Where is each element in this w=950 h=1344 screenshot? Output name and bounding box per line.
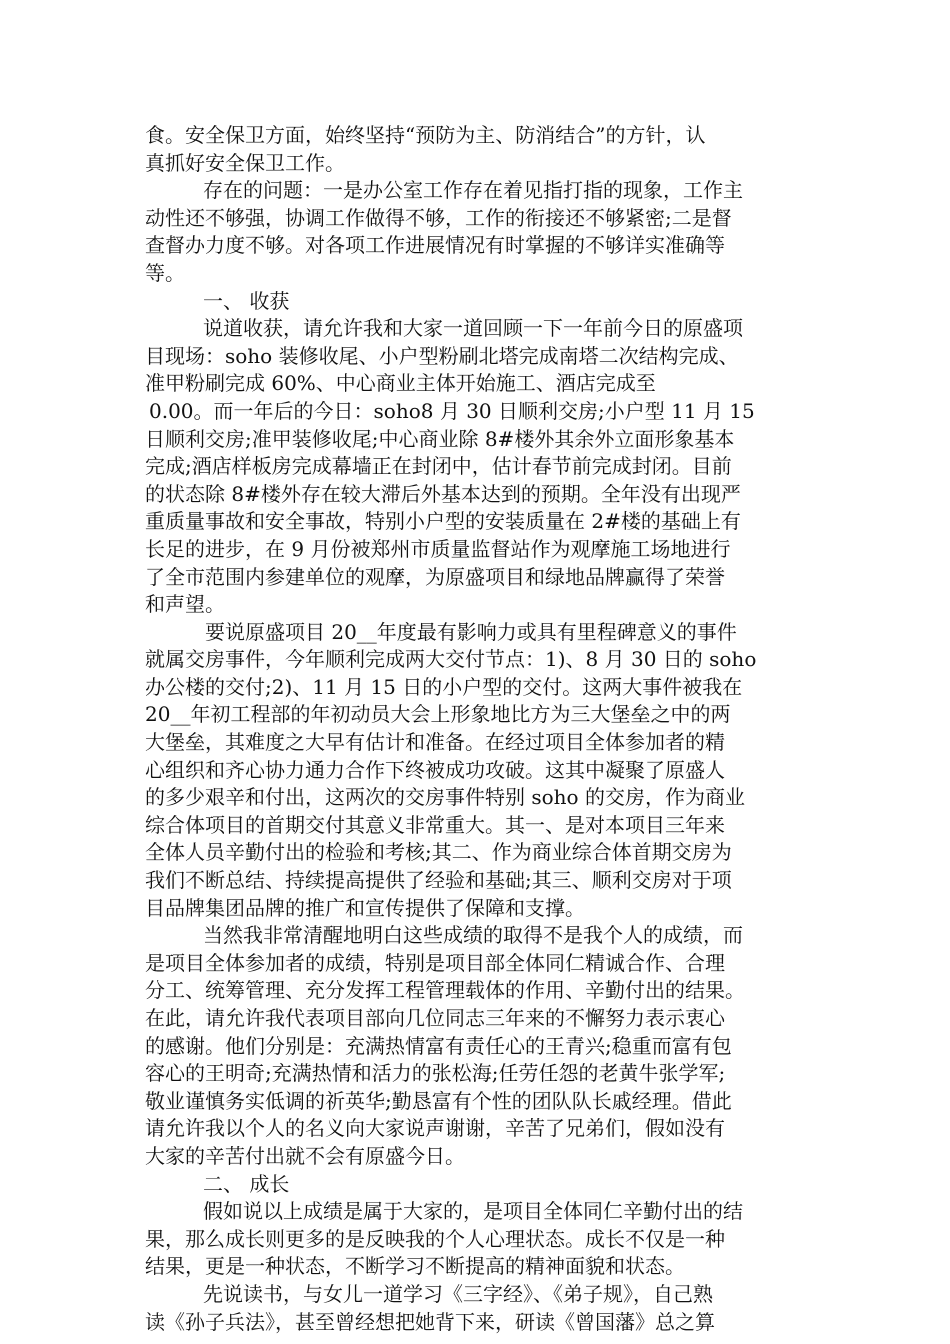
text-line: 准甲粉刷完成 60%、中心商业主体开始施工、酒店完成至	[145, 371, 656, 396]
text-line: 假如说以上成绩是属于大家的，是项目全体同仁辛勤付出的结	[203, 1199, 743, 1224]
text-line: 我们不断总结、持续提高提供了经验和基础;其三、顺利交房对于项	[145, 868, 732, 893]
text-line: 0.00。而一年后的今日：soho8 月 30 日顺利交房;小户型 11 月 15	[149, 398, 755, 423]
text-line: 日顺利交房;准甲装修收尾;中心商业除 8#楼外其余外立面形象基本	[145, 426, 735, 451]
text-line: 和声望。	[145, 592, 225, 617]
section-heading: 一、 收获	[203, 288, 290, 313]
text-line: 结果，更是一种状态，不断学习不断提高的精神面貌和状态。	[145, 1254, 685, 1279]
text-line: 敬业谨慎务实低调的祈英华;勤恳富有个性的团队队长戚经理。借此	[145, 1088, 732, 1113]
text-line: 目现场：soho 装修收尾、小户型粉刷北塔完成南塔二次结构完成、	[145, 343, 739, 368]
text-line: 要说原盛项目 20__年度最有影响力或具有里程碑意义的事件	[205, 619, 737, 644]
text-line: 大家的辛苦付出就不会有原盛今日。	[145, 1143, 465, 1168]
text-line: 完成;酒店样板房完成幕墙正在封闭中，估计春节前完成封闭。目前	[145, 454, 732, 479]
text-line: 动性还不够强，协调工作做得不够，工作的衔接还不够紧密;二是督	[145, 205, 732, 230]
text-line: 的感谢。他们分别是：充满热情富有责任心的王青兴;稳重而富有包	[145, 1033, 732, 1058]
text-line: 重质量事故和安全事故，特别小户型的安装质量在 2#楼的基础上有	[145, 509, 741, 534]
text-line: 分工、统筹管理、充分发挥工程管理载体的作用、辛勤付出的结果。	[145, 978, 745, 1003]
text-line: 等。	[145, 260, 185, 285]
text-line: 容心的王明奇;充满热情和活力的张松海;任劳任怨的老黄牛张学军;	[145, 1061, 726, 1086]
text-line: 查督办力度不够。对各项工作进展情况有时掌握的不够详实准确等	[145, 233, 725, 258]
text-line: 长足的进步，在 9 月份被郑州市质量监督站作为观摩施工场地进行	[145, 536, 731, 561]
text-line: 的状态除 8#楼外存在较大滞后外基本达到的预期。全年没有出现严	[145, 481, 741, 506]
text-line: 办公楼的交付;2)、11 月 15 日的小户型的交付。这两大事件被我在	[145, 674, 743, 699]
text-line: 说道收获，请允许我和大家一道回顾一下一年前今日的原盛项	[203, 316, 743, 341]
text-line: 全体人员辛勤付出的检验和考核;其二、作为商业综合体首期交房为	[145, 840, 732, 865]
text-line: 目品牌集团品牌的推广和宣传提供了保障和支撑。	[145, 895, 585, 920]
text-line: 的多少艰辛和付出，这两次的交房事件特别 soho 的交房，作为商业	[145, 785, 745, 810]
text-line: 20__年初工程部的年初动员大会上形象地比方为三大堡垒之中的两	[145, 702, 731, 727]
document-body	[145, 122, 817, 1336]
text-line: 了全市范围内参建单位的观摩，为原盛项目和绿地品牌赢得了荣誉	[145, 564, 725, 589]
text-line: 请允许我以个人的名义向大家说声谢谢，辛苦了兄弟们，假如没有	[145, 1116, 725, 1141]
text-line: 存在的问题：一是办公室工作存在着见指打指的现象，工作主	[203, 178, 743, 203]
text-line: 是项目全体参加者的成绩，特别是项目部全体同仁精诚合作、合理	[145, 950, 725, 975]
text-line: 真抓好安全保卫工作。	[145, 150, 345, 175]
text-line: 果，那么成长则更多的是反映我的个人心理状态。成长不仅是一种	[145, 1226, 725, 1251]
text-line: 读《孙子兵法》，甚至曾经想把她背下来，研读《曾国藩》总之算	[145, 1309, 715, 1334]
text-line: 食。安全保卫方面，始终坚持“预防为主、防消结合”的方针，认	[145, 123, 706, 147]
text-line: 就属交房事件，今年顺利完成两大交付节点：1)、8 月 30 日的 soho	[145, 647, 757, 672]
text-line: 当然我非常清醒地明白这些成绩的取得不是我个人的成绩，而	[203, 923, 743, 948]
text-line: 综合体项目的首期交付其意义非常重大。其一、是对本项目三年来	[145, 812, 725, 837]
text-line: 在此，请允许我代表项目部向几位同志三年来的不懈努力表示衷心	[145, 1006, 725, 1030]
section-heading: 二、 成长	[203, 1171, 290, 1196]
text-line: 大堡垒，其难度之大早有估计和准备。在经过项目全体参加者的精	[145, 730, 725, 755]
text-line: 先说读书，与女儿一道学习《三字经》、《弟子规》，自己熟	[203, 1281, 713, 1306]
text-line: 心组织和齐心协力通力合作下终被成功攻破。这其中凝聚了原盛人	[145, 757, 725, 782]
